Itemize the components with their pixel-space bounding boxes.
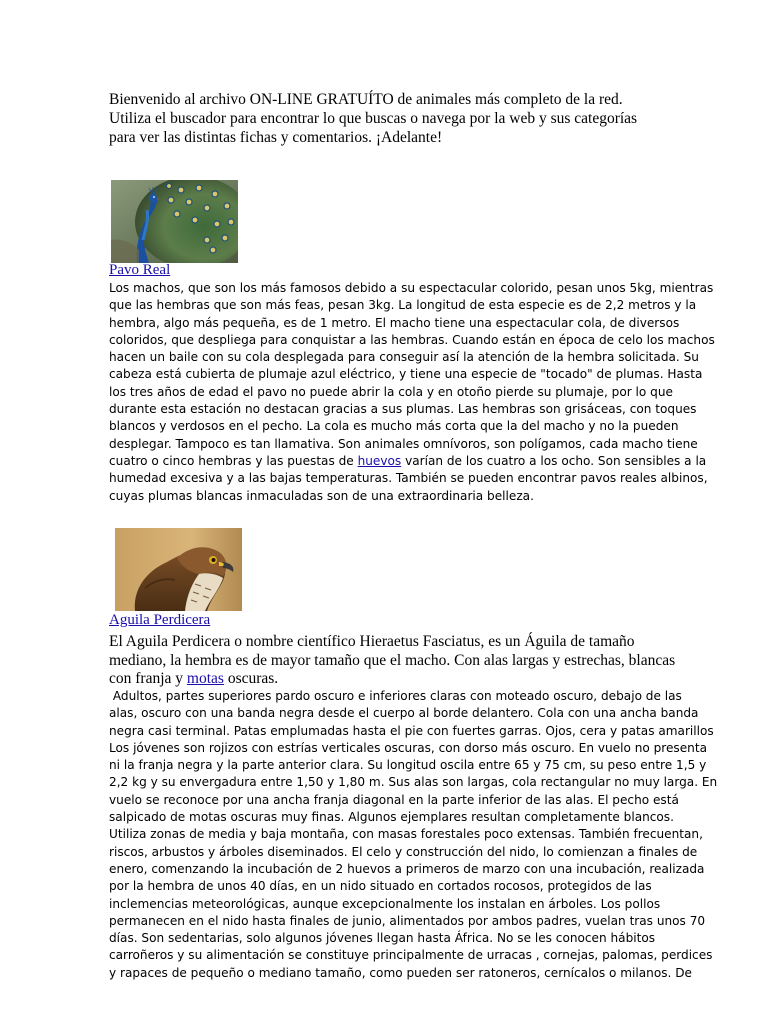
text-line: inclemencias meteorológicas, aunque excepcionalmente los instalan en árboles. Los pollos bbox=[109, 896, 661, 911]
text-line: vuelo se reconoce por una ancha franja diagonal en la parte inferior de las alas. El pecho está bbox=[109, 792, 679, 807]
text-segment: con franja y bbox=[109, 670, 187, 687]
text-line: cabeza está cubierta de plumaje azul eléctrico, y tiene una especie de "tocado" de plumas. Hasta bbox=[109, 367, 703, 382]
motas-link[interactable]: motas bbox=[186, 670, 224, 687]
text-line: humedad excesiva y a las bajas temperaturas. También se pueden encontrar pavos reales albinos, bbox=[109, 471, 708, 486]
text-line: días. Son sedentarias, solo algunos jóvenes llegan hasta África. No se les conocen hábitos bbox=[109, 931, 656, 946]
text-line: Los jóvenes son rojizos con estrías verticales oscuras, con dorso más oscuro. En vuelo no presenta bbox=[109, 740, 707, 755]
text-line: hacen un baile con su cola desplegada para conseguir así la atención de la hembra solicitada. Su bbox=[109, 350, 699, 365]
text-segment: varían de los cuatro a los ocho. Son sensibles a la bbox=[401, 453, 707, 468]
text-line: por la hembra de unos 40 días, en un nido situado en cortados rocosos, protegidos de las bbox=[109, 879, 652, 894]
text-line: El Aguila Perdicera o nombre científico Hieraetus Fasciatus, es un Águila de tamaño bbox=[109, 633, 635, 650]
text-segment: cuatro o cinco hembras y las puestas de bbox=[109, 453, 358, 468]
intro-line: para ver las distintas fichas y comentarios. ¡Adelante! bbox=[109, 129, 443, 146]
text-line: ni la franja negra y la parte anterior clara. Su longitud oscila entre 65 y 75 cm, su peso entre 1,5 y bbox=[109, 758, 707, 773]
text-line: Utiliza zonas de media y baja montaña, con masas forestales poco extensas. También frecuentan, bbox=[109, 827, 703, 842]
aguila-perdicera-link[interactable]: Aguila Perdicera bbox=[109, 612, 211, 628]
text-line: salpicado de motas oscuras muy finas. Algunos ejemplares resultan completamente blancos. bbox=[109, 810, 674, 825]
text-line: riscos, arbustos y árboles diseminados. El celo y construcción del nido, lo comienzan a finales de bbox=[109, 844, 698, 859]
text-line: 2,2 kg y su envergadura entre 1,50 y 1,80 m. Sus alas son largas, cola rectangular no muy larga. En bbox=[109, 775, 718, 790]
aguila-intro-paragraph bbox=[109, 633, 689, 689]
text-line: los tres años de edad el pavo no puede abrir la cola y en otoño pierde su plumaje, por lo que bbox=[109, 384, 673, 399]
intro-line: Bienvenido al archivo ON-LINE GRATUÍTO de animales más completo de la red. bbox=[109, 91, 623, 108]
peacock-image[interactable] bbox=[111, 180, 238, 263]
text-line: mediano, la hembra es de mayor tamaño que el macho. Con alas largas y estrechas, blancas bbox=[109, 651, 676, 669]
peacock-illustration bbox=[111, 180, 238, 263]
text-line: Adultos, partes superiores pardo oscuro e inferiores claras con moteado oscuro, debajo de las bbox=[109, 689, 682, 703]
eagle-image[interactable] bbox=[115, 528, 242, 611]
text-line: desplegar. Tampoco es tan llamativa. Son animales omnívoros, son polígamos, cada macho tiene bbox=[109, 436, 698, 451]
text-line: carroñeros y su alimentación se constituye principalmente de urracas , cornejas, palomas, perdices bbox=[109, 948, 713, 963]
text-line: blancos y verdosos en el pecho. La cola es mucho más corta que la del macho y no la pueden bbox=[109, 419, 679, 434]
pavo-real-description bbox=[109, 280, 715, 505]
text-line: negra casi terminal. Patas emplumadas hasta el pie con fuertes garras. Ojos, cera y patas amarillos bbox=[109, 723, 714, 738]
text-line: coloridos, que despliega para conquistar a las hembras. Cuando están en época de celo los machos bbox=[109, 332, 715, 347]
text-line: Los machos, que son los más famosos debido a su espectacular colorido, pesan unos 5kg, mientras bbox=[109, 281, 714, 295]
pavo-real-link[interactable]: Pavo Real bbox=[109, 262, 171, 278]
text-line: durante esta estación no destacan gracias a sus plumas. Las hembras son grisáceas, con toques bbox=[109, 402, 697, 417]
text-line: que las hembras que son más feas, pesan 3kg. La longitud de esta especie es de 2,2 metros y la bbox=[109, 298, 697, 313]
intro-line: Utiliza el buscador para encontrar lo que buscas o navega por la web y sus categorías bbox=[109, 110, 638, 127]
text-segment: oscuras. bbox=[223, 670, 279, 687]
text-line bbox=[109, 670, 689, 689]
huevos-link[interactable]: huevos bbox=[357, 453, 402, 468]
text-line: enero, comenzando la incubación de 2 huevos a primeros de marzo con una incubación, realizada bbox=[109, 861, 705, 876]
aguila-perdicera-description bbox=[109, 688, 718, 982]
text-line: alas, oscuro con una banda negra desde el cuerpo al borde delantero. Cola con una ancha banda bbox=[109, 706, 699, 721]
text-line: hembra, algo más pequeña, es de 1 metro. El macho tiene una espectacular cola, de diversos bbox=[109, 315, 680, 330]
text-line: permanecen en el nido hasta finales de junio, alimentados por ambos padres, vuelan tras unos 70 bbox=[109, 913, 706, 928]
text-line: y rapaces de pequeño o mediano tamaño, como pueden ser ratoneros, cernícalos o milanos. De bbox=[109, 965, 692, 980]
text-line: cuyas plumas blancas inmaculadas son de una extraordinaria belleza. bbox=[109, 488, 534, 503]
eagle-illustration bbox=[115, 528, 242, 611]
intro-paragraph bbox=[109, 90, 669, 147]
text-line bbox=[109, 453, 707, 470]
